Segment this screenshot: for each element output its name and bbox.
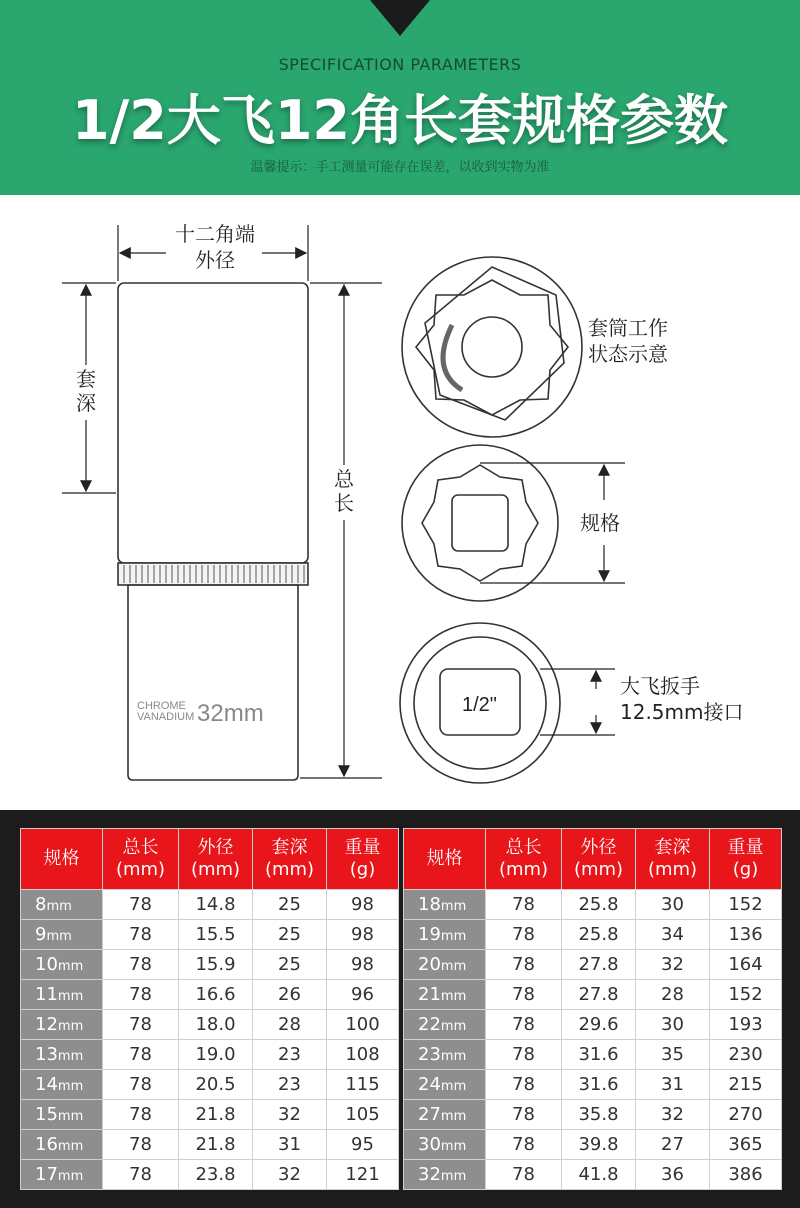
table-cell: 25 [253,950,327,980]
table-header-cell: 套深 (mm) [253,829,327,890]
table-cell: 31.6 [562,1070,636,1100]
table-cell: 23 [253,1040,327,1070]
table-cell: 39.8 [562,1130,636,1160]
table-row [21,890,782,920]
spec-size-cell: 14mm [21,1070,103,1100]
spec-size-cell: 19mm [404,920,486,950]
table-cell: 16.6 [179,980,253,1010]
drive-label [620,673,744,725]
table-cell: 23.8 [179,1160,253,1190]
table-cell: 28 [636,980,710,1010]
outer-diameter-label-line1: 十二角端 [175,222,255,246]
table-cell: 27.8 [562,980,636,1010]
page-title: 1/2大飞12角长套规格参数 [71,89,728,152]
table-header-cell: 总长 (mm) [103,829,179,890]
table-cell: 19.0 [179,1040,253,1070]
table-row [21,950,782,980]
spec-size-cell: 24mm [404,1070,486,1100]
table-cell: 230 [710,1040,782,1070]
table-cell: 25.8 [562,920,636,950]
table-cell: 95 [327,1130,399,1160]
table-cell: 365 [710,1130,782,1160]
working-state-label-line1: 套筒工作 [588,316,668,340]
engraving-line2: VANADIUM [137,711,195,723]
spec-size-cell: 18mm [404,890,486,920]
table-header-cell: 套深 (mm) [636,829,710,890]
table-body [21,890,782,1190]
table-cell: 15.9 [179,950,253,980]
table-cell: 105 [327,1100,399,1130]
spec-size-cell: 9mm [21,920,103,950]
spec-size-cell: 13mm [21,1040,103,1070]
table-cell: 78 [486,950,562,980]
table-cell: 32 [253,1100,327,1130]
table-cell: 78 [486,1070,562,1100]
spec-size-cell: 15mm [21,1100,103,1130]
working-state-label [588,315,668,367]
table-cell: 78 [486,1130,562,1160]
table-cell: 215 [710,1070,782,1100]
table-cell: 98 [327,920,399,950]
header-notch [370,0,430,36]
table-header-cell: 外径 (mm) [179,829,253,890]
spec-size-cell: 22mm [404,1010,486,1040]
table-cell: 27 [636,1130,710,1160]
table-row [21,1130,782,1160]
drive-size: 1/2" [462,694,497,716]
outer-diameter-label [168,221,262,273]
engraving-size: 32mm [197,700,264,727]
table-cell: 15.5 [179,920,253,950]
table-cell: 78 [486,1160,562,1190]
spec-size-cell: 30mm [404,1130,486,1160]
table-cell: 96 [327,980,399,1010]
subtitle-en: SPECIFICATION PARAMETERS [278,55,522,74]
table-cell: 78 [486,1040,562,1070]
socket-depth-label-line1: 套 [76,367,96,391]
table-cell: 30 [636,890,710,920]
socket-diagram [0,195,800,810]
table-cell: 115 [327,1070,399,1100]
table-cell: 14.8 [179,890,253,920]
table-cell: 98 [327,890,399,920]
table-cell: 78 [486,1010,562,1040]
spec-view [402,445,558,601]
table-cell: 78 [103,1070,179,1100]
table-cell: 36 [636,1160,710,1190]
table-cell: 34 [636,920,710,950]
spec-size-cell: 10mm [21,950,103,980]
spec-size-cell: 27mm [404,1100,486,1130]
table-cell: 78 [103,1040,179,1070]
table-cell: 21.8 [179,1130,253,1160]
table-header-cell: 重量 (g) [327,829,399,890]
working-state-view [402,257,582,437]
table-cell: 193 [710,1010,782,1040]
table-cell: 78 [103,920,179,950]
spec-size-cell: 17mm [21,1160,103,1190]
spec-size-cell: 21mm [404,980,486,1010]
spec-size-cell: 23mm [404,1040,486,1070]
table-cell: 25.8 [562,890,636,920]
table-cell: 27.8 [562,950,636,980]
table-row [21,920,782,950]
table-cell: 35 [636,1040,710,1070]
total-length-label-line1: 总 [334,467,354,491]
table-row [21,1040,782,1070]
table-header-cell: 规格 [21,829,103,890]
measurement-tip: 温馨提示：手工测量可能存在误差，以收到实物为准 [250,160,550,175]
table-cell: 78 [486,1100,562,1130]
spec-size-cell: 12mm [21,1010,103,1040]
spec-size-cell: 11mm [21,980,103,1010]
table-row [21,1070,782,1100]
table-cell: 29.6 [562,1010,636,1040]
table-cell: 21.8 [179,1100,253,1130]
table-cell: 31 [253,1130,327,1160]
table-cell: 30 [636,1010,710,1040]
table-cell: 78 [103,1130,179,1160]
table-cell: 18.0 [179,1010,253,1040]
table-row [21,1010,782,1040]
table-header-cell: 外径 (mm) [562,829,636,890]
table-cell: 108 [327,1040,399,1070]
table-row [21,1100,782,1130]
table-cell: 136 [710,920,782,950]
socket-depth-label [75,367,97,415]
working-state-label-line2: 状态示意 [588,342,668,366]
spec-table [20,828,782,1190]
table-cell: 32 [253,1160,327,1190]
table-cell: 20.5 [179,1070,253,1100]
table-cell: 78 [103,950,179,980]
table-cell: 270 [710,1100,782,1130]
spec-size-cell: 16mm [21,1130,103,1160]
table-cell: 152 [710,980,782,1010]
header-banner [0,0,800,195]
table-cell: 78 [103,1160,179,1190]
table-cell: 78 [103,1010,179,1040]
table-cell: 26 [253,980,327,1010]
table-cell: 41.8 [562,1160,636,1190]
table-cell: 164 [710,950,782,980]
spec-size-cell: 8mm [21,890,103,920]
spec-table-section [0,810,800,1208]
table-cell: 32 [636,950,710,980]
table-cell: 25 [253,920,327,950]
table-cell: 31 [636,1070,710,1100]
table-header-row [21,829,782,890]
outer-diameter-label-line2: 外径 [195,248,235,272]
table-cell: 25 [253,890,327,920]
spec-label: 规格 [580,511,620,535]
table-cell: 23 [253,1070,327,1100]
table-cell: 31.6 [562,1040,636,1070]
table-cell: 78 [103,980,179,1010]
table-cell: 121 [327,1160,399,1190]
engraving-line1: CHROME [137,700,186,712]
spec-size-cell: 20mm [404,950,486,980]
table-cell: 78 [103,890,179,920]
total-length-label-line2: 长 [334,491,354,515]
table-header-cell: 重量 (g) [710,829,782,890]
table-cell: 152 [710,890,782,920]
table-row [21,980,782,1010]
table-cell: 28 [253,1010,327,1040]
total-length-label [333,467,355,515]
table-cell: 78 [486,920,562,950]
drive-label-line1: 大飞扳手 [620,674,700,698]
table-header-cell: 规格 [404,829,486,890]
table-row [21,1160,782,1190]
table-cell: 78 [103,1100,179,1130]
spec-size-cell: 32mm [404,1160,486,1190]
table-cell: 98 [327,950,399,980]
table-cell: 100 [327,1010,399,1040]
table-cell: 35.8 [562,1100,636,1130]
table-cell: 78 [486,890,562,920]
table-cell: 386 [710,1160,782,1190]
socket-depth-label-line2: 深 [76,391,96,415]
table-cell: 32 [636,1100,710,1130]
table-cell: 78 [486,980,562,1010]
table-header-cell: 总长 (mm) [486,829,562,890]
drive-label-line2: 12.5mm接口 [620,700,744,724]
